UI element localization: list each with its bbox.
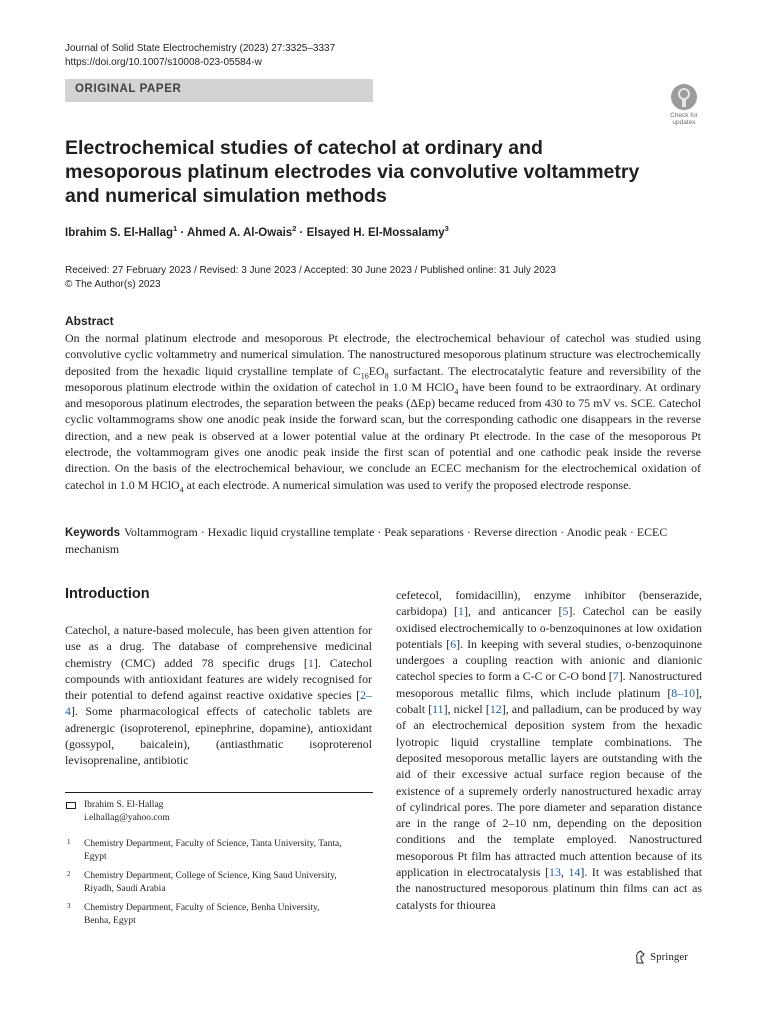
journal-citation: Journal of Solid State Electrochemistry (2023) 27:3325–3337	[65, 43, 336, 54]
author-name[interactable]: Ahmed A. Al‑Owais	[186, 226, 293, 239]
envelope-icon	[66, 802, 76, 809]
abstract-body: On the normal platinum electrode and mesoporous Pt electrode, the electrochemical behaviour of catechol was studied using convolutive cyclic voltammetry and numerical simulation. The nanostructured mesoporous platinum structure was electrochemically deposited from the hexadic liquid crystalline template of $C_{16}EO_8$ surfactant. The electrocatalytic feature and reversibility of the mesoporous platinum electrode within the oxidation of catechol in 1.0 M HClO$_4$ have been found to be extraordinary. At ordinary and mesoporous platinum electrodes, the separation between the peaks (ΔEp) became reduced from 430 to 75 mV vs. SCE. Catechol cyclic voltammograms show one anodic peak inside the forward scan, but the corresponding cathodic one disappears in the reverse direction, and a new peak is observed at a lower potential value at the ordinary Pt electrode. In the case of the mesoporous Pt electrode, the voltammogram gives one anodic peak inside the first scan of potential and one cathodic peak inside the reverse direction. On the basis of the electrochemical behaviour, we conclude an ECEC mechanism for the electrochemical oxidation of catechol in 1.0 M HClO$_4$ at each electrode. A numerical simulation was used to verify the proposed electrode response.	[65, 331, 702, 495]
affiliation-text: Chemistry Department, College of Science, King Saud University, Riyadh, Saudi Arabia	[84, 871, 337, 894]
citation-link[interactable]: 7	[612, 669, 619, 684]
citation-link[interactable]: 13	[549, 865, 561, 880]
citation-link[interactable]: 8–10	[671, 685, 696, 700]
keywords-block	[65, 524, 701, 558]
intro-right-column: cefetecol, fomidacillin), enzyme inhibitor (benserazide, carbidopa) [1], and anticancer [5]. Catechol can be easily oxidised electrochemically to o-benzoquinones at low oxidation potentials [6]. In keeping with several studies, o-benzoquinone undergoes a coupling reaction with anionic and dianionic catechol species to form a C-C or C-O bond [7]. Nanostructured mesoporous metallic films, which include platinum [8–10], cobalt [11], nickel [12], and palladium, can be produced by way of an electrochemical deposition system from the hexadic lyotropic liquid crystalline template combinations. The deposited mesoporous metallic layers are outstanding with the aid of their excessive actual surface region because of the existence of a supremely orderly nanostructured hexadic array of cylindrical pores. The pore diameter and separation distance are in the range of 2–10 nm, depending on the deposition conditions and the template employed. Nanostructured mesoporous Pt film has attracted much attention because of its application in electrocatalysis [13, 14]. It was established that the nanostructured mesoporous platinum thin films can act as catalysts for thiourea	[396, 588, 702, 912]
affiliation-text: Chemistry Department, Faculty of Science, Benha University, Benha, Egypt	[84, 903, 320, 926]
check-for-updates-badge[interactable]	[664, 84, 704, 126]
affiliation-number: 2	[67, 870, 71, 878]
citation-link[interactable]: 11	[432, 702, 444, 717]
keywords-label: Keywords	[65, 527, 120, 539]
citation-link[interactable]: 5	[562, 604, 569, 619]
author-affiliation-mark: 2	[292, 224, 297, 233]
citation-link[interactable]: 12	[489, 702, 502, 717]
publication-history	[65, 264, 556, 292]
check-updates-line1: Check for	[670, 112, 698, 119]
affiliation-number: 3	[67, 902, 71, 910]
doi-link[interactable]: https://doi.org/10.1007/s10008-023-05584-w	[65, 57, 262, 68]
citation-link[interactable]: 6	[450, 636, 457, 651]
author-separator: ·	[177, 226, 187, 239]
paper-title: Electrochemical studies of catechol at ordinary and mesoporous platinum electrodes via convolutive voltammetry and numerical simulation methods	[65, 137, 640, 207]
author-affiliation-mark: 1	[173, 224, 178, 233]
journal-header	[65, 42, 335, 70]
history-dates: Received: 27 February 2023 / Revised: 3 June 2023 / Accepted: 30 June 2023 / Published online: 31 July 2023	[65, 265, 556, 276]
check-updates-line2: updates	[672, 119, 696, 126]
author-name[interactable]: Ibrahim S. El‑Hallag	[65, 226, 173, 239]
author-affiliation-mark: 3	[444, 224, 449, 233]
citation-link[interactable]: 2–4	[65, 688, 372, 719]
citation-link[interactable]: 1	[458, 604, 464, 619]
author-list	[65, 224, 449, 239]
publisher-name: Springer	[650, 951, 688, 963]
introduction-heading: Introduction	[65, 586, 150, 602]
corresponding-author-email[interactable]: i.elhallag@yahoo.com	[84, 813, 170, 823]
citation-link[interactable]: 1	[307, 655, 314, 670]
footnote-divider	[65, 792, 373, 793]
citation-link[interactable]: 14	[568, 865, 581, 880]
copyright-line: © The Author(s) 2023	[65, 279, 161, 290]
keywords-text: Voltammogram · Hexadic liquid crystalline template · Peak separations · Reverse direction · Anodic peak · ECEC mechanism	[65, 525, 668, 557]
abstract-heading: Abstract	[65, 314, 114, 328]
check-for-updates-icon	[671, 84, 697, 110]
corresponding-author	[84, 799, 170, 825]
springer-horse-icon	[634, 950, 646, 964]
article-type-label: ORIGINAL PAPER	[75, 83, 182, 95]
corresponding-author-name: Ibrahim S. El‑Hallag	[84, 800, 164, 810]
author-separator: ·	[296, 226, 307, 239]
publisher-mark	[634, 950, 688, 964]
intro-left-column: Catechol, a nature-based molecule, has been given attention for use as a drug. The database of comprehensive medicinal chemistry (CMC) added 78 specific drugs [1]. Catechol compounds with antioxidant features are widely recognised for their potential to defend against reactive oxidative species [2–4]. Some pharmacological effects of catecholic tablets are adrenergic (isoproterenol, epinephrine, dopamine), antioxidant (gossypol, baicalein), (antiasthmatic isoproterenol levisoprenaline, antibiotic	[65, 623, 373, 768]
affiliation-text: Chemistry Department, Faculty of Science, Tanta University, Tanta, Egypt	[84, 839, 342, 862]
affiliation-number: 1	[67, 838, 71, 846]
article-type-band	[65, 79, 373, 102]
author-name[interactable]: Elsayed H. El‑Mossalamy	[306, 226, 445, 239]
